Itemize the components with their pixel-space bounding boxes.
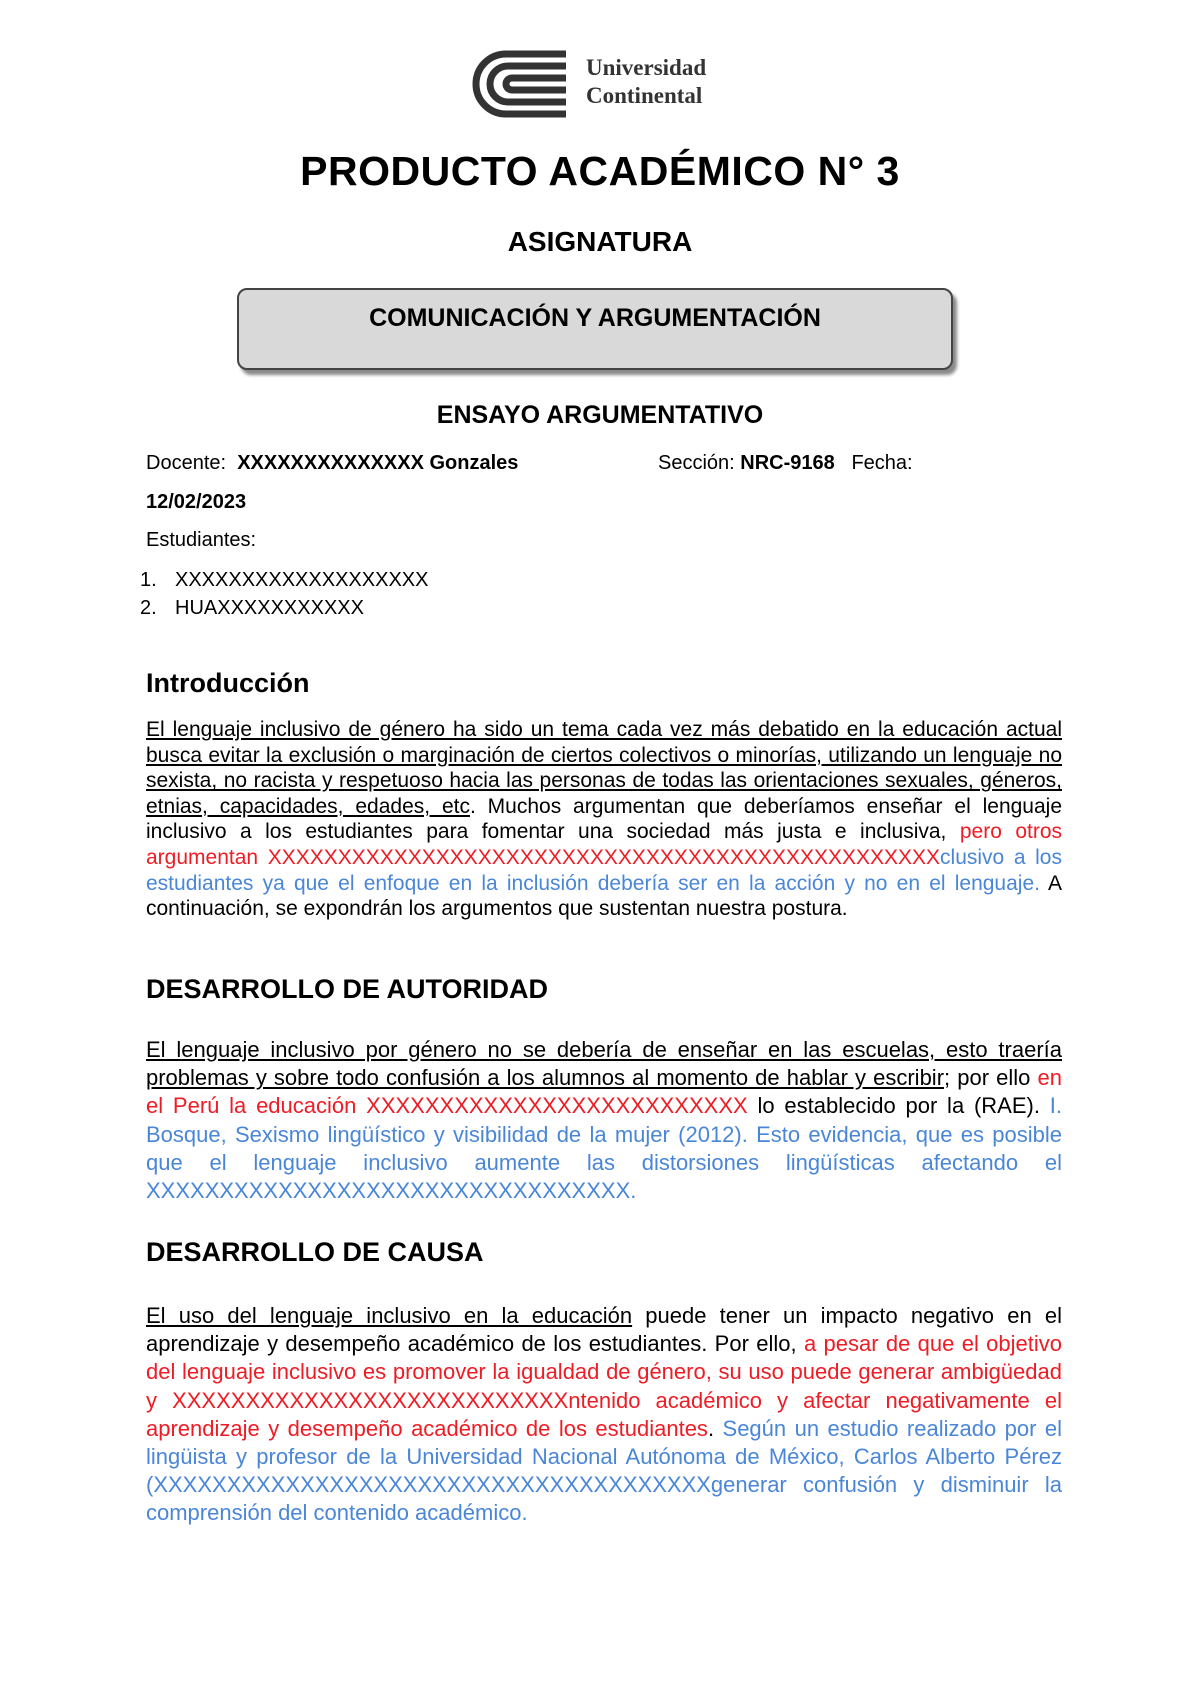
course-name: COMUNICACIÓN Y ARGUMENTACIÓN — [369, 304, 821, 332]
date-value: 12/02/2023 — [146, 491, 247, 513]
university-logo — [466, 48, 746, 120]
logo-line-2: Continental — [586, 83, 703, 108]
cause-paragraph — [146, 1302, 1062, 1528]
student-name: XXXXXXXXXXXXXXXXXXX — [175, 569, 429, 591]
university-logo-icon — [466, 48, 576, 120]
cause-blue-text: Según un estudio realizado por el lingüista y profesor de la Universidad Nacional Autónoma de México, Carlos Alberto Pérez (XXXXXXXXXXXXXXXXXXXXXXXXXXXXXXXXXXXXXXgenerar confusión y disminuir la comprensión del contenido académico. — [146, 1415, 1062, 1526]
authority-plain-text-2: lo establecido por la (RAE). — [747, 1093, 1050, 1119]
intro-plain-text-2: A continuación, se expondrán los argumentos que sustentan nuestra postura. — [146, 871, 1062, 921]
intro-underlined-text: El lenguaje inclusivo de género ha sido un tema cada vez más debatido en la educación actual busca evitar la exclusión o marginación de ciertos colectivos o minorías, utilizando un lenguaje no sexista, no racista y respetuoso hacia las personas de todas las orientaciones sexuales, géneros, etnias, capacidades, edades, etc — [146, 718, 1062, 818]
cause-plain-text-1: puede tener un impacto negativo en el aprendizaje y desempeño académico de los estudiantes. Por ello, — [146, 1303, 1062, 1357]
logo-line-1: Universidad — [586, 55, 707, 80]
cause-heading: DESARROLLO DE CAUSA — [146, 1237, 484, 1267]
authority-paragraph — [146, 1036, 1062, 1205]
essay-type-heading: ENSAYO ARGUMENTATIVO — [436, 401, 764, 429]
intro-heading: Introducción — [146, 668, 310, 698]
authority-red-text: en el Perú la educación XXXXXXXXXXXXXXXXXXXXXXXXXX — [146, 1065, 1062, 1119]
teacher-line — [146, 452, 518, 475]
university-name — [586, 54, 706, 110]
teacher-name: XXXXXXXXXXXXXX Gonzales — [237, 452, 519, 474]
document-title: PRODUCTO ACADÉMICO N° 3 — [300, 148, 900, 194]
date-line — [146, 491, 246, 514]
authority-plain-text-1: ; por ello — [944, 1065, 1038, 1091]
list-number: 2. — [140, 597, 157, 619]
list-item — [140, 594, 428, 622]
intro-red-text: pero otros argumentan XXXXXXXXXXXXXXXXXXXXXXXXXXXXXXXXXXXXXXXXXXXXXXXX — [146, 820, 1063, 869]
intro-plain-text-1: . Muchos argumentan que deberíamos enseñar el lenguaje inclusivo a los estudiantes para fomentar una sociedad más justa e inclusiva, — [146, 794, 1063, 844]
intro-blue-text: clusivo a los estudiantes ya que el enfoque en la inclusión debería ser en la acción y no en el lenguaje. — [146, 845, 1062, 895]
course-name-box — [237, 288, 953, 370]
authority-blue-text: I. Bosque, Sexismo lingüístico y visibilidad de la mujer (2012). Esto evidencia, que es posible que el lenguaje inclusivo aumente las distorsiones lingüísticas afectando el XXXXXXXXXXXXXXXXXXXXXXXXXXXXXXXXX. — [146, 1093, 1062, 1204]
intro-paragraph — [146, 717, 1062, 922]
students-label: Estudiantes: — [146, 529, 257, 551]
authority-heading: DESARROLLO DE AUTORIDAD — [146, 974, 549, 1004]
cause-underlined-text: El uso del lenguaje inclusivo en la educación — [146, 1303, 633, 1328]
cause-red-text: a pesar de que el objetivo del lenguaje inclusivo es promover la igualdad de género, su uso puede generar ambigüedad y XXXXXXXXXXXXXXXXXXXXXXXXXXXntenido académico y afectar negativamente el aprendizaje y desempeño académico de los estudiantes — [146, 1331, 1062, 1441]
list-item — [140, 566, 428, 594]
list-number: 1. — [140, 569, 157, 591]
student-name: HUAXXXXXXXXXXX — [175, 597, 364, 619]
authority-underlined-text: El lenguaje inclusivo por género no se debería de enseñar en las escuelas, esto traería problemas y sobre todo confusión a los alumnos al momento de hablar y escribir — [146, 1037, 1062, 1091]
students-list — [140, 566, 428, 622]
date-label: Fecha: — [851, 452, 913, 474]
subject-heading: ASIGNATURA — [507, 226, 693, 257]
teacher-label: Docente: — [146, 452, 227, 474]
section-line — [658, 452, 913, 475]
section-label: Sección: — [658, 452, 735, 474]
cause-plain-text-2: . — [707, 1415, 723, 1441]
section-value: NRC-9168 — [740, 452, 835, 474]
